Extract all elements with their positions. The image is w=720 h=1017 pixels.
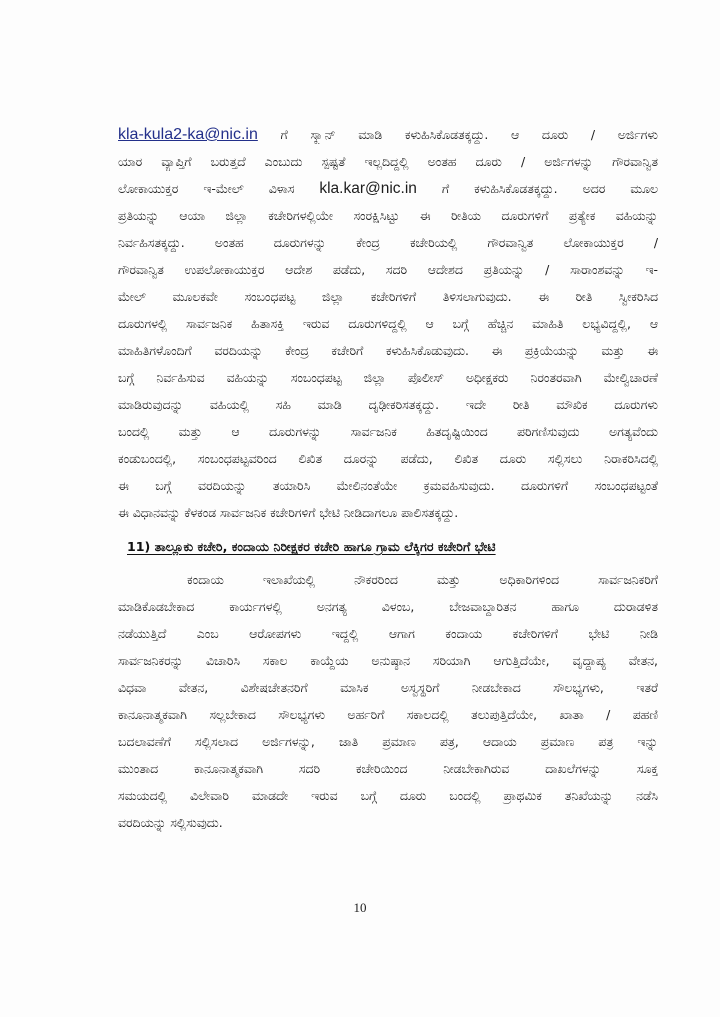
paragraph-line: ಈ ಬಗ್ಗೆ ವರದಿಯನ್ನು ತಯಾರಿಸಿ ಮೇಲಿನಂತೆಯೇ ಕ್ರಮವಹಿಸುವುದು. ದೂರುಗಳಿಗೆ ಸಂಬಂಧಪಟ್ಟಂತೆ xyxy=(118,478,658,493)
paragraph-line: ವಿಧವಾ ವೇತನ, ವಿಶೇಷಚೇತನರಿಗೆ ಮಾಸಿಕ ಅಸ್ವಸ್ಥರಿಗೆ ನೀಡಬೇಕಾದ ಸೌಲಭ್ಯಗಳು, ಇತರೆ xyxy=(118,680,658,695)
paragraph-line: ಬಗ್ಗೆ ನಿರ್ವಹಿಸುವ ವಹಿಯನ್ನು ಸಂಬಂಧಪಟ್ಟ ಜಿಲ್ಲಾ ಪೊಲೀಸ್ ಅಧೀಕ್ಷಕರು ನಿರಂತರವಾಗಿ ಮೇಲ್ವಿಚಾರಣೆ xyxy=(118,370,658,385)
paragraph-line: ಮಾಡಿಕೊಡಬೇಕಾದ ಕಾರ್ಯಗಳಲ್ಲಿ ಅನಗತ್ಯ ವಿಳಂಬ, ಬೇಜವಾಬ್ದಾರಿತನ ಹಾಗೂ ದುರಾಡಳಿತ xyxy=(118,599,658,614)
paragraph-line: ಬಂದಲ್ಲಿ ಮತ್ತು ಆ ದೂರುಗಳನ್ನು ಸಾರ್ವಜನಿಕ ಹಿತದೃಷ್ಟಿಯಿಂದ ಪರಿಗಣಿಸುವುದು ಅಗತ್ಯವೆಂದು xyxy=(118,424,658,439)
paragraph-line: ಗೌರವಾನ್ವಿತ ಉಪಲೋಕಾಯುಕ್ತರ ಆದೇಶ ಪಡೆದು, ಸದರಿ ಆದೇಶದ ಪ್ರತಿಯನ್ನು / ಸಾರಾಂಶವನ್ನು ಇ- xyxy=(118,262,658,277)
paragraph-line: ಮಾಡಿರುವುದನ್ನು ವಹಿಯಲ್ಲಿ ಸಹಿ ಮಾಡಿ ದೃಢೀಕರಿಸತಕ್ಕದ್ದು. ಇದೇ ರೀತಿ ಮೌಖಿಕ ದೂರುಗಳು xyxy=(118,397,658,412)
paragraph-line-last: ವರದಿಯನ್ನು ಸಲ್ಲಿಸುವುದು. xyxy=(118,815,223,830)
paragraph-line-indented: ಕಂದಾಯ ಇಲಾಖೆಯಲ್ಲಿ ನೌಕರರಿಂದ ಮತ್ತು ಅಧಿಕಾರಿಗಳಿಂದ ಸಾರ್ವಜನಿಕರಿಗೆ xyxy=(187,572,658,587)
paragraph-line: ಮುಂತಾದ ಕಾನೂನಾತ್ಮಕವಾಗಿ ಸದರಿ ಕಚೇರಿಯಿಂದ ನೀಡಬೇಕಾಗಿರುವ ದಾಖಲೆಗಳನ್ನು ಸೂಕ್ತ xyxy=(118,761,658,776)
paragraph-line: ಯಾರ ವ್ಯಾಪ್ತಿಗೆ ಬರುತ್ತದೆ ಎಂಬುದು ಸ್ಪಷ್ಟತೆ ಇಲ್ಲದಿದ್ದಲ್ಲಿ ಅಂತಹ ದೂರು / ಅರ್ಜಿಗಳನ್ನು ಗೌರವಾನ್ವಿತ xyxy=(118,154,658,169)
line-text: ಲೋಕಾಯುಕ್ತರ ಇ-ಮೇಲ್ ವಿಳಾಸ xyxy=(118,181,320,196)
paragraph-line: ಪ್ರತಿಯನ್ನು ಆಯಾ ಜಿಲ್ಲಾ ಕಚೇರಿಗಳಲ್ಲಿಯೇ ಸಂರಕ್ಷಿಸಿಟ್ಟು ಈ ರೀತಿಯ ದೂರುಗಳಿಗೆ ಪ್ರತ್ಯೇಕ ವಹಿಯನ್ನು xyxy=(118,208,658,223)
email-address-kar: kla.kar@nic.in xyxy=(319,180,417,197)
page-number: 10 xyxy=(353,900,367,915)
paragraph-line: ಬದಲಾವಣೆಗೆ ಸಲ್ಲಿಸಲಾದ ಅರ್ಜಿಗಳನ್ನು, ಜಾತಿ ಪ್ರಮಾಣ ಪತ್ರ, ಆದಾಯ ಪ್ರಮಾಣ ಪತ್ರ ಇನ್ನು xyxy=(118,734,658,749)
paragraph-line-last: ಈ ವಿಧಾನವನ್ನು ಕೆಳಕಂಡ ಸಾರ್ವಜನಿಕ ಕಚೇರಿಗಳಿಗೆ ಭೇಟಿ ನೀಡಿದಾಗಲೂ ಪಾಲಿಸತಕ್ಕದ್ದು. xyxy=(118,505,459,520)
paragraph-line: ನಡೆಯುತ್ತಿದೆ ಎಂಬ ಆರೋಪಗಳು ಇದ್ದಲ್ಲಿ ಆಗಾಗ ಕಂದಾಯ ಕಚೇರಿಗಳಿಗೆ ಭೇಟಿ ನೀಡಿ xyxy=(118,626,658,641)
section-11-heading: 11) ತಾಲ್ಲೂಕು ಕಚೇರಿ, ಕಂದಾಯ ನಿರೀಕ್ಷಕರ ಕಚೇರಿ ಹಾಗೂ ಗ್ರಾಮ ಲೆಕ್ಕಿಗರ ಕಚೇರಿಗೆ ಭೇಟಿ xyxy=(127,539,496,554)
paragraph-line: ಸಮಯದಲ್ಲಿ ವಿಲೇವಾರಿ ಮಾಡದೇ ಇರುವ ಬಗ್ಗೆ ದೂರು ಬಂದಲ್ಲಿ ಪ್ರಾಥಮಿಕ ತನಿಖೆಯನ್ನು ನಡೆಸಿ xyxy=(118,788,658,803)
line-text: ಗೆ ಕಳುಹಿಸಿಕೊಡತಕ್ಕದ್ದು. ಅದರ ಮೂಲ xyxy=(416,181,658,196)
paragraph-line: ಕಂಡುಬಂದಲ್ಲಿ, ಸಂಬಂಧಪಟ್ಟವರಿಂದ ಲಿಖಿತ ದೂರನ್ನು ಪಡೆದು, ಲಿಖಿತ ದೂರು ಸಲ್ಲಿಸಲು ನಿರಾಕರಿಸಿದಲ್ಲಿ xyxy=(118,451,658,466)
paragraph-line: ನಿರ್ವಹಿಸತಕ್ಕದ್ದು. ಅಂತಹ ದೂರುಗಳನ್ನು ಕೇಂದ್ರ ಕಚೇರಿಯಲ್ಲಿ ಗೌರವಾನ್ವಿತ ಲೋಕಾಯುಕ್ತರ / xyxy=(118,235,658,250)
line-text: ಗೆ ಸ್ಕ್ಯಾನ್ ಮಾಡಿ ಕಳುಹಿಸಿಕೊಡತಕ್ಕದ್ದು. ಆ ದೂರು / ಅರ್ಜಿಗಳು xyxy=(257,127,658,142)
paragraph-line: ದೂರುಗಳಲ್ಲಿ ಸಾರ್ವಜನಿಕ ಹಿತಾಸಕ್ತಿ ಇರುವ ದೂರುಗಳಿದ್ದಲ್ಲಿ ಆ ಬಗ್ಗೆ ಹೆಚ್ಚಿನ ಮಾಹಿತಿ ಲಭ್ಯವಿದ್ದಲ್ಲಿ, ಆ xyxy=(118,316,658,331)
paragraph-line: ಕಾನೂನಾತ್ಮಕವಾಗಿ ಸಲ್ಲಬೇಕಾದ ಸೌಲಭ್ಯಗಳು ಅರ್ಹರಿಗೆ ಸಕಾಲದಲ್ಲಿ ತಲುಪುತ್ತಿದೆಯೇ, ಖಾತಾ / ಪಹಣಿ xyxy=(118,707,658,722)
paragraph-line: ಸಾರ್ವಜನಿಕರನ್ನು ವಿಚಾರಿಸಿ ಸಕಾಲ ಕಾಯ್ದೆಯ ಅನುಷ್ಠಾನ ಸರಿಯಾಗಿ ಆಗುತ್ತಿದೆಯೇ, ವೃದ್ಧಾಪ್ಯ ವೇತನ, xyxy=(118,653,658,668)
paragraph-line: ಮಾಹಿತಿಗಳೊಂದಿಗೆ ವರದಿಯನ್ನು ಕೇಂದ್ರ ಕಚೇರಿಗೆ ಕಳುಹಿಸಿಕೊಡುವುದು. ಈ ಪ್ರಕ್ರಿಯೆಯನ್ನು ಮತ್ತು ಈ xyxy=(118,343,658,358)
email-link-kula2[interactable]: kla-kula2-ka@nic.in xyxy=(118,126,258,143)
paragraph-line: ಮೇಲ್ ಮೂಲಕವೇ ಸಂಬಂಧಪಟ್ಟ ಜಿಲ್ಲಾ ಕಚೇರಿಗಳಿಗೆ ತಿಳಿಸಲಾಗುವುದು. ಈ ರೀತಿ ಸ್ವೀಕರಿಸಿದ xyxy=(118,289,658,304)
